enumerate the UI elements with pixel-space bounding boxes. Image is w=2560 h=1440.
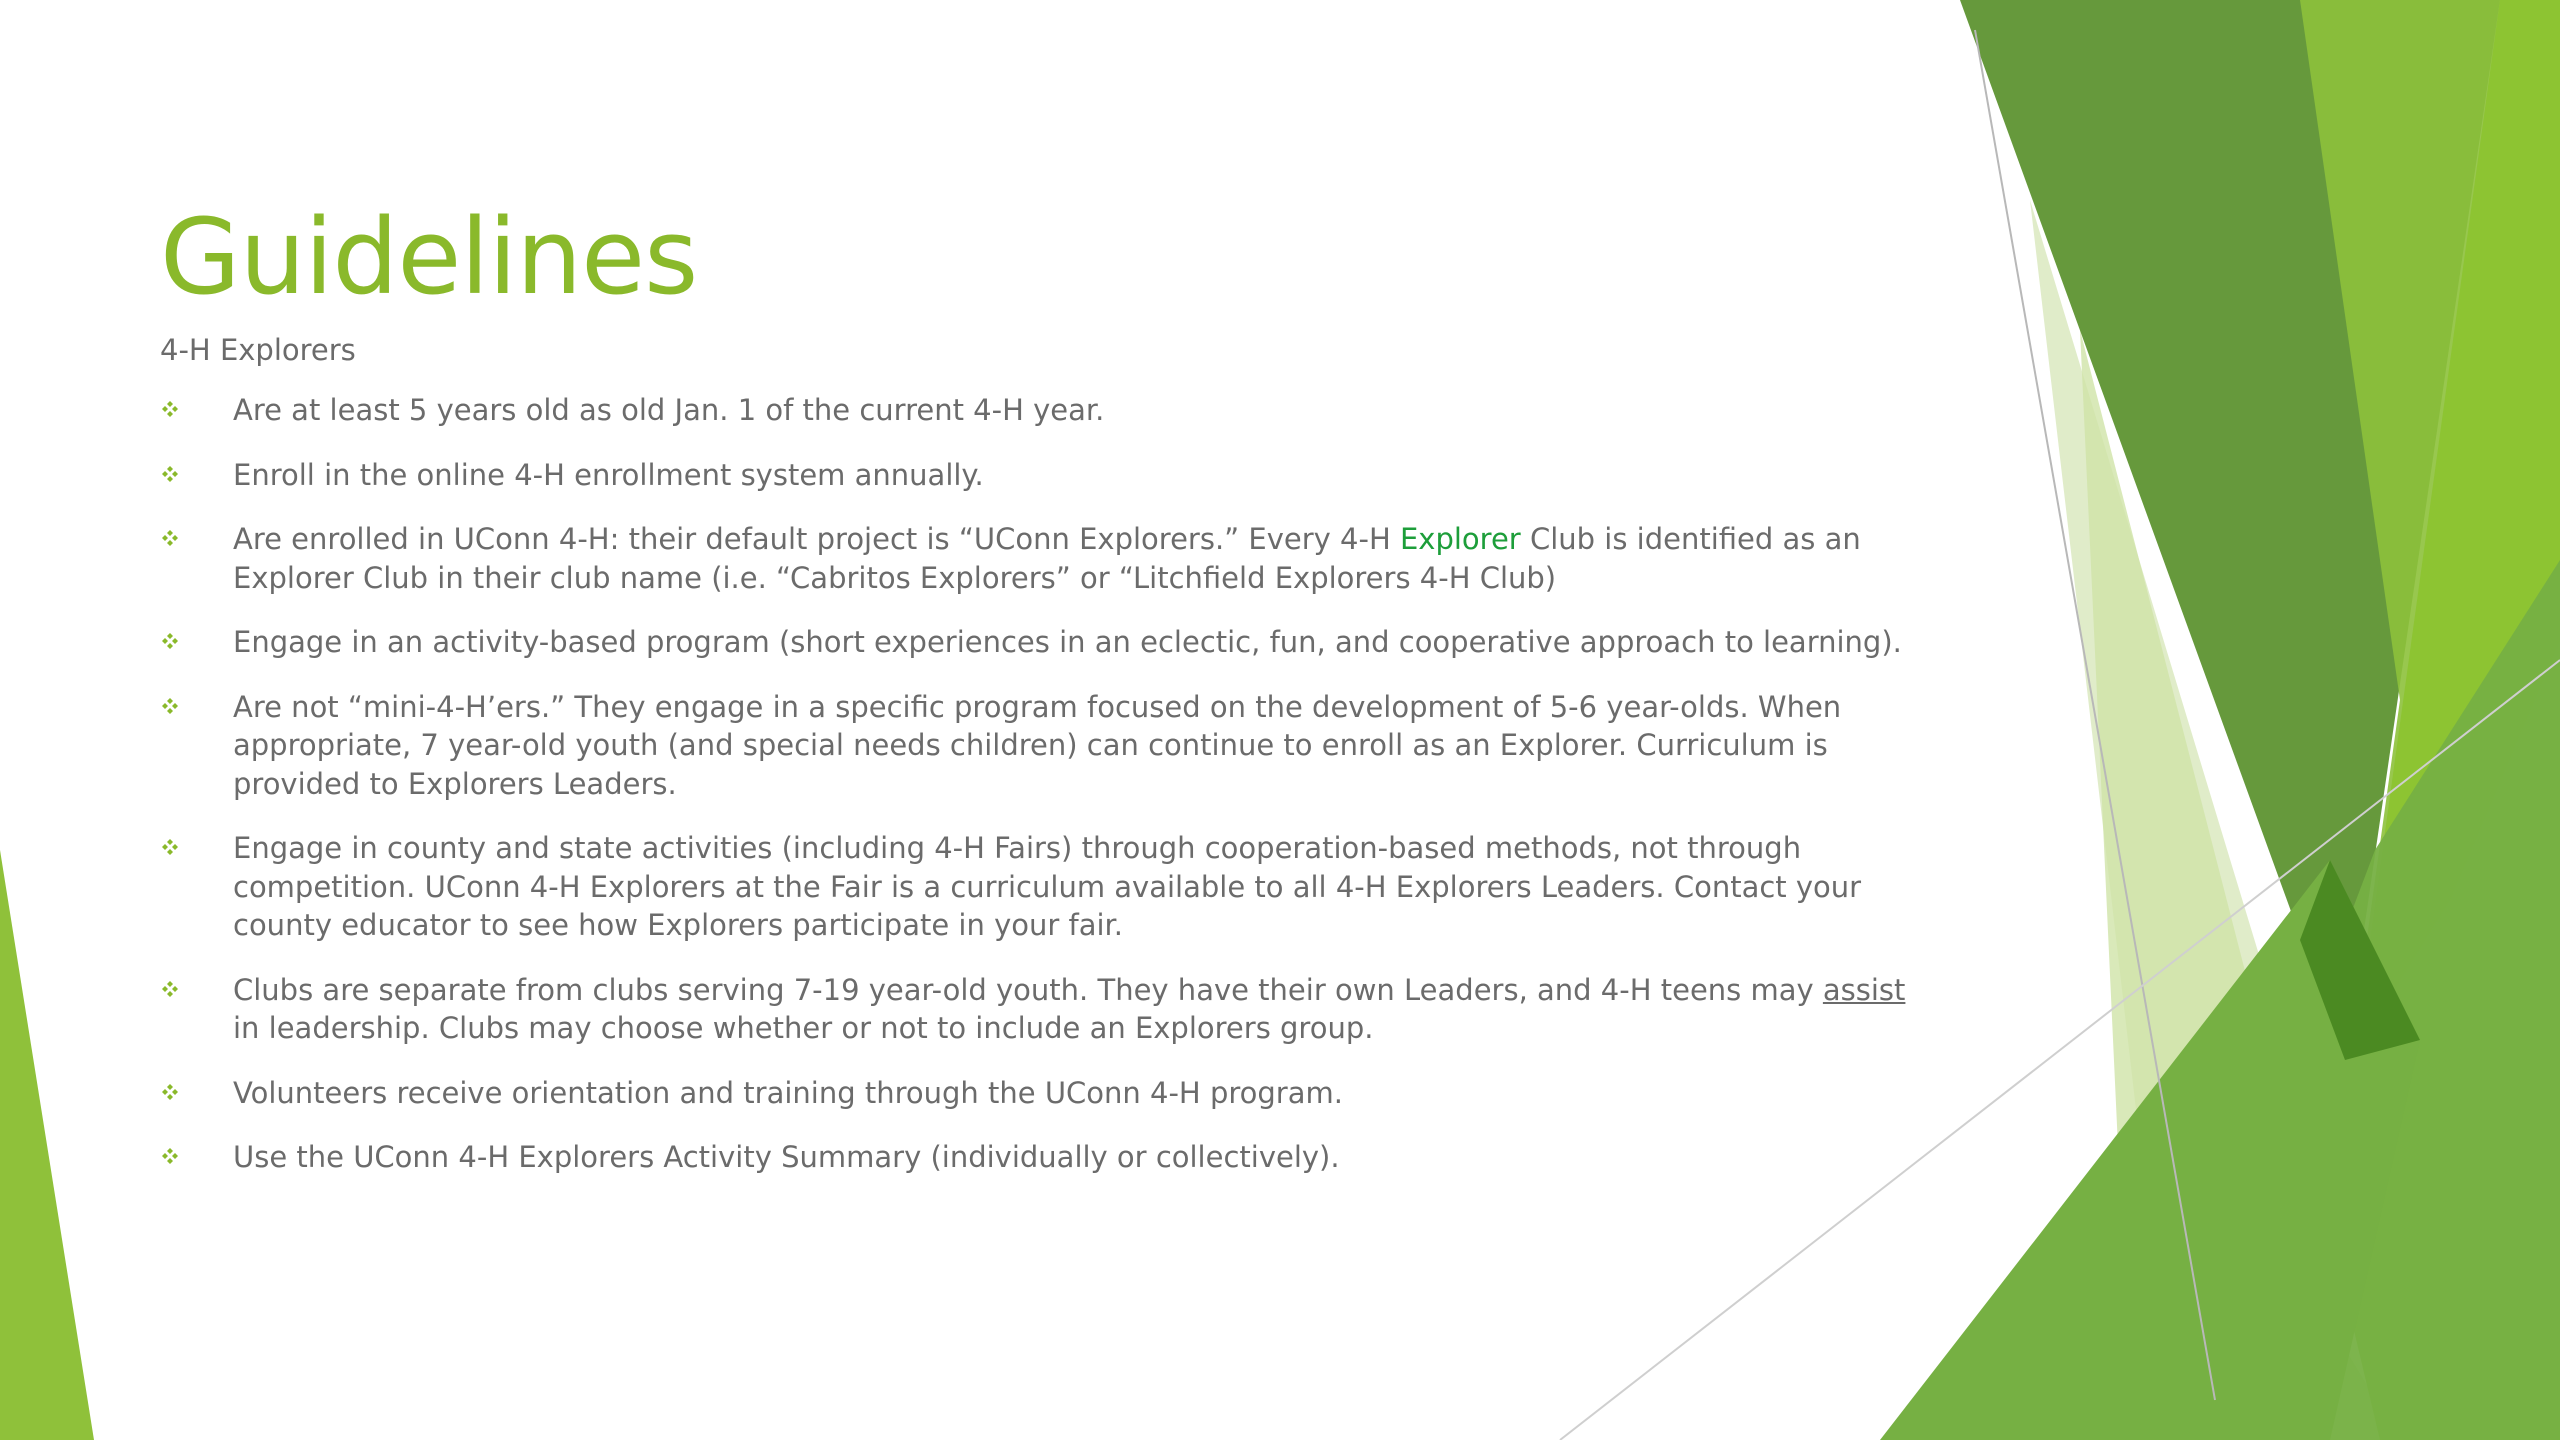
four-diamond-bullet-icon (160, 399, 180, 419)
bullet-text: Are at least 5 years old as old Jan. 1 of the current 4-H year. (233, 393, 1105, 428)
four-diamond-bullet-icon (160, 1146, 180, 1166)
four-diamond-bullet-icon (160, 1082, 180, 1102)
bullet-text-after: Club is identified as an Explorer Club in their club name (i.e. “Cabritos Explorers” or “Litchfield Explorers 4-H Club) (233, 522, 1861, 595)
bullet-text: Engage in an activity-based program (short experiences in an eclectic, fun, and cooperative approach to learning). (233, 625, 1902, 660)
guidelines-list (160, 391, 1920, 1177)
list-item (160, 971, 1920, 1048)
bullet-text: Volunteers receive orientation and training through the UConn 4-H program. (233, 1075, 1343, 1110)
list-item (160, 391, 1920, 430)
bullet-text: Engage in county and state activities (including 4-H Fairs) through cooperation-based methods, not through competition. UConn 4-H Explorers at the Fair is a curriculum available to all 4-H Explorers Leaders. Contact your county educator to see how Explorers participate in your fair. (233, 831, 1862, 943)
four-diamond-bullet-icon (160, 528, 180, 548)
list-item (160, 456, 1920, 495)
bullet-text: Use the UConn 4-H Explorers Activity Summary (individually or collectively). (233, 1140, 1340, 1175)
bullet-text: Are not “mini-4-H’ers.” They engage in a specific program focused on the development of 5-6 year-olds. When appropriate, 7 year-old youth (and special needs children) can continue to enroll as an Explorer. Curriculum is provided to Explorers Leaders. (233, 689, 1842, 801)
four-diamond-bullet-icon (160, 631, 180, 651)
bullet-text-before: Are enrolled in UConn 4-H: their default project is “UConn Explorers.” Every 4-H (233, 522, 1400, 557)
list-item (160, 688, 1920, 804)
bullet-text: Enroll in the online 4-H enrollment system annually. (233, 457, 984, 492)
four-diamond-bullet-icon (160, 464, 180, 484)
list-item (160, 829, 1920, 945)
underlined-word-assist: assist (1822, 972, 1906, 1007)
list-item (160, 1138, 1920, 1177)
four-diamond-bullet-icon (160, 696, 180, 716)
left-green-sliver (0, 850, 94, 1440)
highlighted-word-explorer: Explorer (1399, 522, 1521, 557)
list-item (160, 520, 1920, 597)
list-item (160, 1074, 1920, 1113)
four-diamond-bullet-icon (160, 837, 180, 857)
slide-title: Guidelines (160, 196, 698, 318)
bullet-text-before: Clubs are separate from clubs serving 7-19 year-old youth. They have their own Leaders, and 4-H teens may (233, 972, 1823, 1007)
slide-subtitle: 4-H Explorers (160, 332, 356, 367)
four-diamond-bullet-icon (160, 979, 180, 999)
bullet-text-after: in leadership. Clubs may choose whether or not to include an Explorers group. (233, 1011, 1374, 1046)
list-item (160, 623, 1920, 662)
slide-content (160, 195, 1920, 1203)
